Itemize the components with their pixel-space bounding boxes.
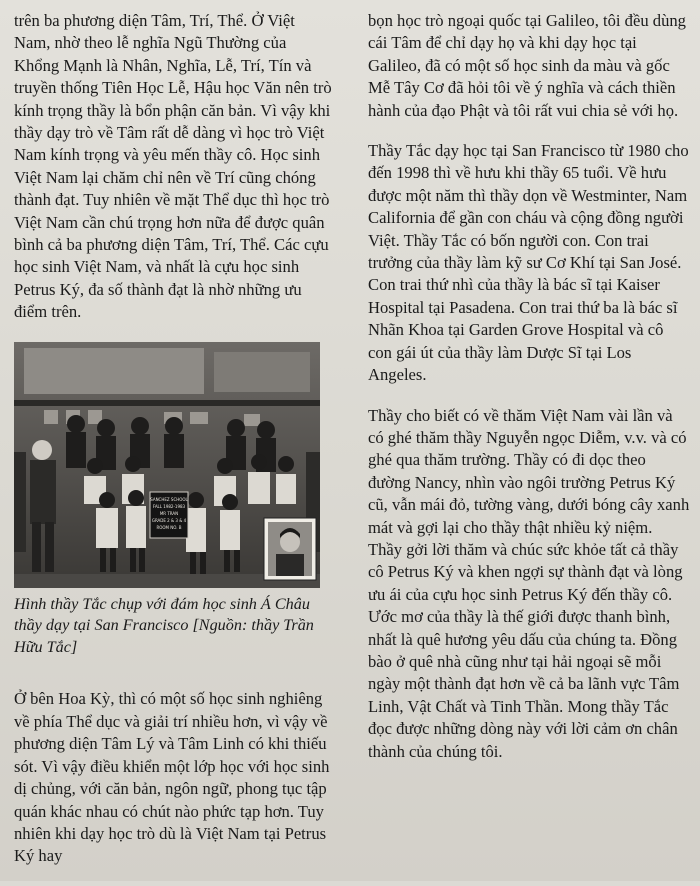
paragraph: Thầy cho biết có về thăm Việt Nam vài lần và có ghé thăm thầy Nguyễn ngọc Diễm, v.v. và có ghé qua thăm trường. Thầy có đi dọc theo đường Nancy, nhìn vào ngôi trường Petrus Ký cũ, vẫn mái đỏ, tường vàng, dưới bóng cây xanh mát và gợi lại cho thầy thật nhiều kỷ niệm. Thầy gởi lời thăm và chúc sức khỏe tất cả thầy cô Petrus Ký và khen ngợi sự thành đạt và lòng ưu ái của cựu học sinh Petrus Ký đến thầy cô. Ước mơ của thầy là thế giới được thanh bình, nhất là quê hương yêu dấu của chúng ta. Đồng bào ở quê nhà cũng như tại hải ngoại sẽ mỗi ngày một thành đạt hơn về cả ba lãnh vực Tâm Linh, Vật Chất và Tinh Thần. Mong thầy Tắc đọc được những dòng này với lời cảm ơn chân thành của chúng tôi. <box>368 405 690 761</box>
sign-line: MR TRAN <box>159 510 179 516</box>
paragraph: bọn học trò ngoại quốc tại Galileo, tôi đều dùng cái Tâm để chỉ dạy họ và khi dạy học tại Galileo, đã có một số học sinh da màu và gốc Mễ Tây Cơ đã hỏi tôi về ý nghĩa và cách thiền hành của đạo Phật và tôi rất vui chia sẻ với họ. <box>368 11 686 120</box>
class-photo <box>14 342 320 588</box>
paragraph: trên ba phương diện Tâm, Trí, Thể. Ở Việt Nam, nhờ theo lễ nghĩa Ngũ Thường của Khổng Mạnh là Nhân, Nghĩa, Lễ, Trí, Tín và truyền thống Tiên Học Lễ, Hậu học Văn nên trò kính trọng thầy là bổn phận căn bản. Vì vậy khi thầy dạy trò về Tâm rất dễ dàng vì học trò Việt Nam kính trọng và yêu mến thầy cô. Học sinh Việt Nam lại chăm chỉ nên về Trí cũng chóng thành đạt. Tuy nhiên về mặt Thể dục thì học trò Việt Nam cần chú trọng hơn nữa để được quân bình cả ba phương diện Tâm, Trí, Thể. Các cựu học sinh Việt Nam, và nhất là cựu học sinh Petrus Ký, đa số thành đạt là nhờ những ưu điểm trên. <box>14 11 332 322</box>
sign-line: SANCHEZ SCHOOL <box>150 496 188 502</box>
sign-line: ROOM NO. B <box>156 524 182 530</box>
sign-line: FALL 1982-1983 <box>152 503 186 509</box>
right-column <box>368 10 690 781</box>
photo-caption: Hình thầy Tắc chụp với đám học sinh Á Châu thầy dạy tại San Francisco [Nguồn: thầy Trần Hữu Tắc] <box>14 594 314 656</box>
paragraph: Thầy Tắc dạy học tại San Francisco từ 1980 cho đến 1998 thì về hưu khi thầy 65 tuổi. Về hưu được một năm thì thầy dọn về Westminter, Nam California để gần con cháu và cộng đồng người Việt. Thầy Tắc có bốn người con. Con trai trưởng của thầy làm kỹ sư Cơ Khí tại San José. Con trai thứ nhì của thầy là bác sĩ tại Kaiser Hospital tại Pasadena. Con trai thứ ba là bác sĩ Nhãn Khoa tại Garden Grove Hospital và cô con gái út của thầy làm Dược Sĩ tại Los Angeles. <box>368 141 689 385</box>
paragraph: Ở bên Hoa Kỳ, thì có một số học sinh nghiêng về phía Thể dục và giải trí nhiều hơn, vì vậy về phương diện Tâm Lý và Tâm Linh có khi thiếu sót. Vì vậy điều khiển một lớp học với học sinh dị chủng, với căn bản, ngôn ngữ, phong tục tập quán khác nhau có chút nào phức tạp hơn. Tuy nhiên khi dạy học trò dù là Việt Nam tại Petrus Ký hay <box>14 689 330 866</box>
class-photo-image <box>14 342 320 588</box>
sign-line: GRADE 2 & 3 & 4 <box>151 517 187 523</box>
left-column <box>14 10 334 886</box>
